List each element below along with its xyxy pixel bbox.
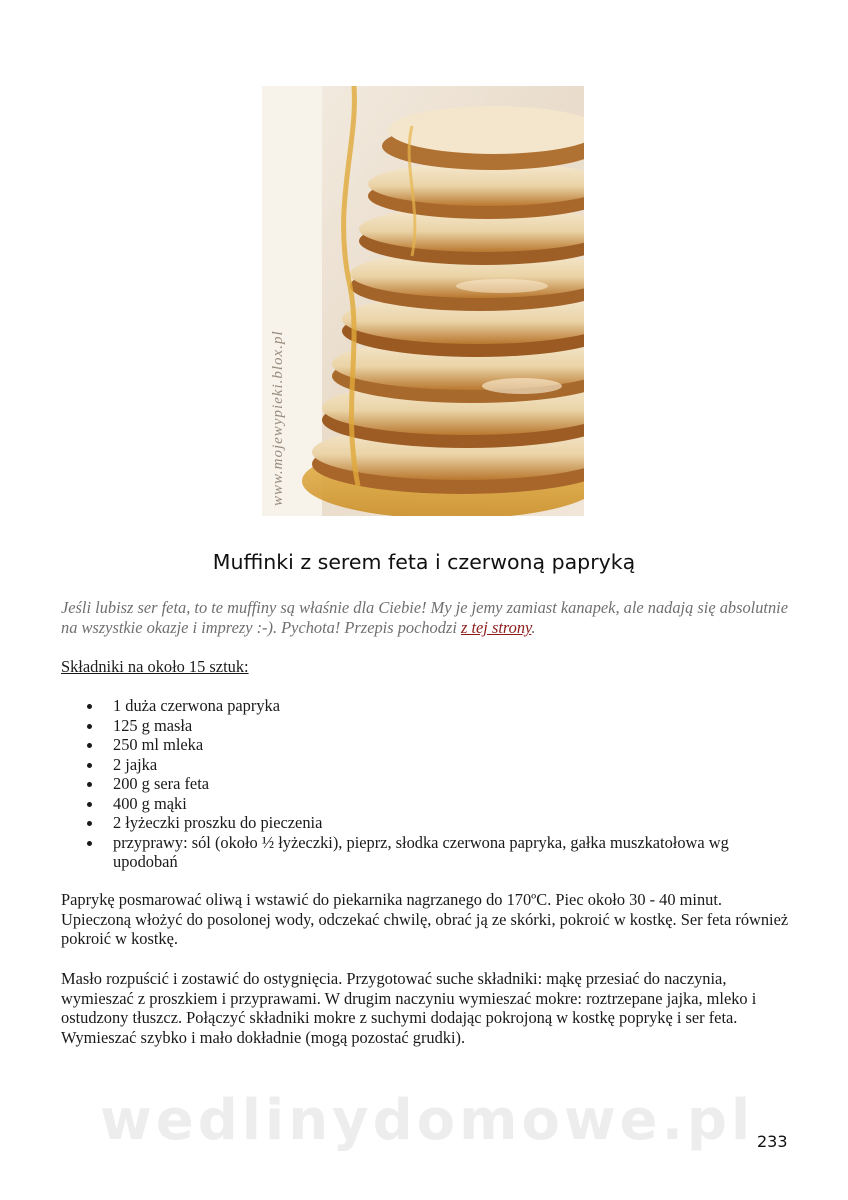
intro-text: Jeśli lubisz ser feta, to te muffiny są właśnie dla Ciebie! My je jemy zamiast kanapek, ale nadają się absolutnie na wszystkie okazje i imprezy :-). Pychota! Przepis pochodzi [61, 598, 788, 637]
bullet-icon [87, 763, 92, 768]
ingredient-text: 1 duża czerwona papryka [113, 696, 281, 715]
ingredient-text: 200 g sera feta [113, 774, 210, 793]
bullet-icon [87, 841, 92, 846]
bullet-icon [87, 782, 92, 787]
site-watermark: wedlinydomowe.pl [100, 1088, 755, 1153]
ingredient-text: 250 ml mleka [113, 735, 204, 754]
ingredient-item [61, 735, 791, 755]
ingredient-item [61, 813, 791, 833]
page-number: 233 [757, 1132, 788, 1151]
ingredient-text: przyprawy: sól (około ½ łyżeczki), pieprz, słodka czerwona papryka, gałka muszkatołowa wg upodobań [113, 832, 729, 871]
ingredient-item [61, 833, 791, 872]
ingredient-item [61, 696, 791, 716]
ingredient-text: 2 jajka [113, 754, 158, 774]
bullet-icon [87, 802, 92, 807]
bullet-icon [87, 743, 92, 748]
ingredient-text: 2 łyżeczki proszku do pieczenia [113, 813, 323, 832]
photo-watermark: www.mojewypieki.blox.pl [270, 330, 286, 506]
ingredient-item [61, 755, 791, 775]
recipe-title: Muffinki z serem feta i czerwoną papryką [212, 550, 636, 574]
ingredient-item [61, 794, 791, 814]
ingredient-text: 125 g masła [113, 715, 193, 735]
ingredient-text: 400 g mąki [113, 793, 187, 813]
intro-end: . [531, 618, 536, 637]
bullet-icon [87, 821, 92, 826]
source-link[interactable]: z tej strony [460, 618, 532, 637]
recipe-photo [262, 86, 584, 516]
step-paragraph-2: Masło rozpuścić i zostawić do ostygnięcia. Przygotować suche składniki: mąkę przesiać do naczynia, wymieszać z proszkiem i przyprawami. W drugim naczyniu wymieszać mokre: roztrzepane jajka, mleko i ostudzony tłuszcz. Połączyć składniki mokre z suchymi dodając pokrojoną w kostkę poprykę i ser feta. Wymieszać szybko i mało dokładnie (mogą pozostać grudki). [61, 969, 757, 1047]
ingredient-item [61, 774, 791, 794]
ingredients-list [61, 696, 791, 872]
ingredients-heading: Składniki na około 15 sztuk: [61, 657, 249, 676]
step-paragraph-1: Paprykę posmarować oliwą i wstawić do piekarnika nagrzanego do 170ºC. Piec około 30 - 40 minut. Upieczoną włożyć do posolonej wody, odczekać chwilę, obrać ją ze skórki, pokroić w kostkę. Ser feta również pokroić w kostkę. [61, 890, 789, 948]
bullet-icon [87, 724, 92, 729]
intro-paragraph [61, 598, 791, 638]
pancake-stack-image [262, 86, 584, 516]
bullet-icon [87, 704, 92, 709]
ingredient-item [61, 716, 791, 736]
